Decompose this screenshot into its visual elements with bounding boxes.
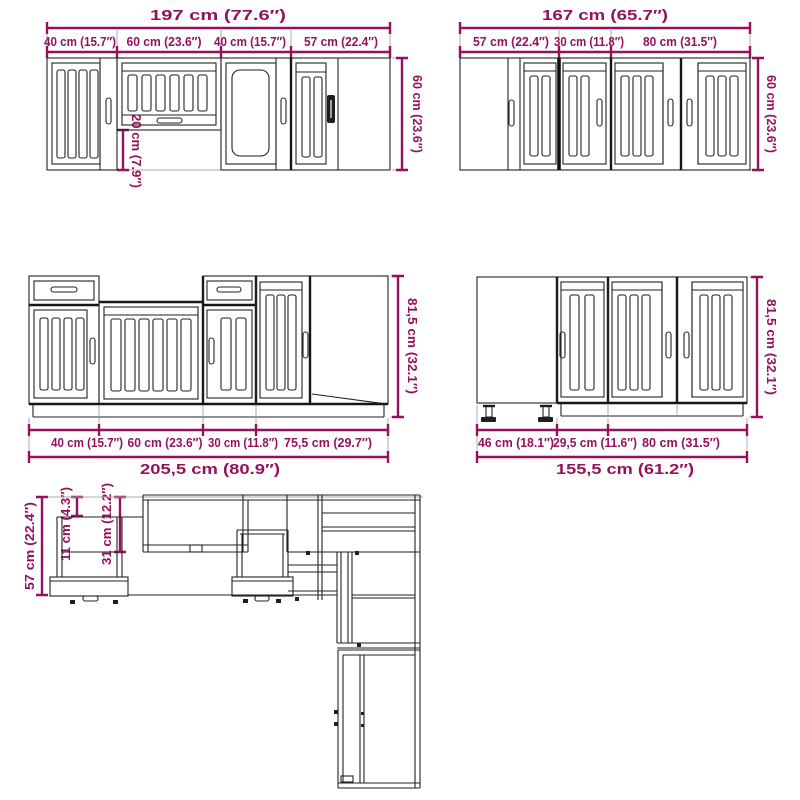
dim-height-wall-right: 60 cm (23.6″)	[764, 75, 779, 156]
door-handle-notch	[190, 545, 202, 552]
plan-wall-cabinet-row	[143, 495, 420, 788]
extension-lines	[29, 276, 404, 452]
floor-plan-top-view	[0, 480, 440, 800]
base-corner-panel-46cm	[477, 277, 557, 422]
dim-height-base-left: 81,5 cm (32.1″)	[405, 298, 420, 390]
base-cabinet-755cm-corner	[256, 276, 388, 404]
dim-seg-wall-left-1: 40 cm (15.7″)	[44, 34, 116, 49]
dim-total-wall-right: 167 cm (65.7″)	[542, 8, 669, 24]
dim-seg-base-left-3: 30 cm (11.8″)	[208, 435, 278, 450]
dim-seg-wall-right-2: 30 cm (11.8″)	[554, 34, 624, 49]
adjustable-foot	[481, 406, 496, 422]
wall-cabinet-40cm-glass-door	[221, 58, 291, 170]
wall-cabinet-40cm-slat-door	[47, 58, 117, 170]
plinth	[557, 403, 747, 416]
drawer-handle	[157, 118, 182, 123]
plan-return-run-cabinet	[334, 650, 420, 788]
base-run-left-elevation	[0, 250, 430, 495]
door-handle	[687, 99, 692, 126]
door-handle	[509, 100, 514, 126]
dim-plan-11cm: 11 cm (4.3″)	[58, 488, 73, 561]
dim-seg-wall-right-1: 57 cm (22.4″)	[473, 34, 549, 49]
dim-seg-wall-left-2: 60 cm (23.6″)	[126, 34, 202, 49]
base-cabinet-40cm-drawer-door	[29, 276, 99, 404]
dim-plan-depth: 57 cm (22.4″)	[22, 509, 37, 590]
glass-panel	[232, 70, 269, 156]
dim-seg-base-right-1: 46 cm (18.1″)	[478, 435, 554, 450]
dim-height-wall-left: 60 cm (23.6″)	[410, 75, 425, 156]
drawer-handle-notch	[83, 596, 98, 601]
corner-panel-diagonal	[312, 394, 386, 404]
wall-cabinet-57cm-corner	[291, 58, 390, 170]
door-handle	[666, 332, 671, 358]
dim-seg-wall-left-3: 40 cm (15.7″)	[214, 34, 286, 49]
wall-cabinet-30cm	[563, 58, 611, 170]
dim-gap-wall-left: 20 cm (7.9″)	[129, 114, 144, 188]
door-handle	[90, 338, 95, 364]
wall-cabinet-80cm-double-door	[615, 58, 746, 170]
base-cabinet-60cm-sink	[99, 302, 203, 404]
dim-seg-base-left-4: 75,5 cm (29.7″)	[284, 435, 372, 450]
dim-seg-base-left-1: 40 cm (15.7″)	[51, 435, 123, 450]
base-cabinet-80cm-double-door	[608, 277, 747, 403]
wall-run-right-elevation	[430, 0, 800, 215]
door-handle	[106, 98, 111, 124]
dim-seg-base-right-2: 29,5 cm (11.6″)	[553, 435, 637, 450]
dim-seg-base-left-2: 60 cm (23.6″)	[127, 435, 203, 450]
dim-seg-base-right-3: 80 cm (31.5″)	[642, 435, 720, 450]
drawer-handle	[217, 287, 241, 292]
dim-seg-wall-right-3: 80 cm (31.5″)	[643, 34, 717, 49]
door-handle	[597, 99, 602, 126]
door-handle	[209, 338, 214, 364]
hinge-mark	[361, 724, 364, 727]
wall-run-left-elevation	[0, 0, 430, 215]
hinge-mark	[361, 712, 364, 715]
dim-plan-31cm: 31 cm (12.2″)	[99, 484, 114, 565]
plinth	[29, 404, 388, 417]
door-handle	[281, 98, 286, 124]
plan-corner-section	[288, 551, 420, 648]
plan-drawer-cabinet-middle	[232, 530, 293, 603]
dim-total-base-right: 155,5 cm (61.2″)	[556, 462, 695, 478]
door-handle	[668, 99, 673, 126]
hinge-mark	[334, 722, 338, 726]
adjustable-foot	[538, 406, 553, 422]
base-run-right-elevation	[460, 250, 800, 495]
dim-seg-wall-left-4: 57 cm (22.4″)	[304, 34, 378, 49]
base-cabinet-30cm-drawer-door	[203, 276, 256, 404]
drawer-handle-notch	[255, 596, 269, 601]
hinge-mark	[334, 710, 338, 714]
door-handle	[684, 332, 689, 358]
dim-height-base-right: 81,5 cm (32.1″)	[764, 299, 779, 391]
base-cabinet-295cm	[557, 277, 608, 403]
door-handle	[303, 332, 308, 358]
drawer-handle	[51, 287, 77, 292]
dim-total-wall-left: 197 cm (77.6″)	[150, 8, 287, 24]
dim-total-base-left: 205,5 cm (80.9″)	[140, 462, 281, 478]
